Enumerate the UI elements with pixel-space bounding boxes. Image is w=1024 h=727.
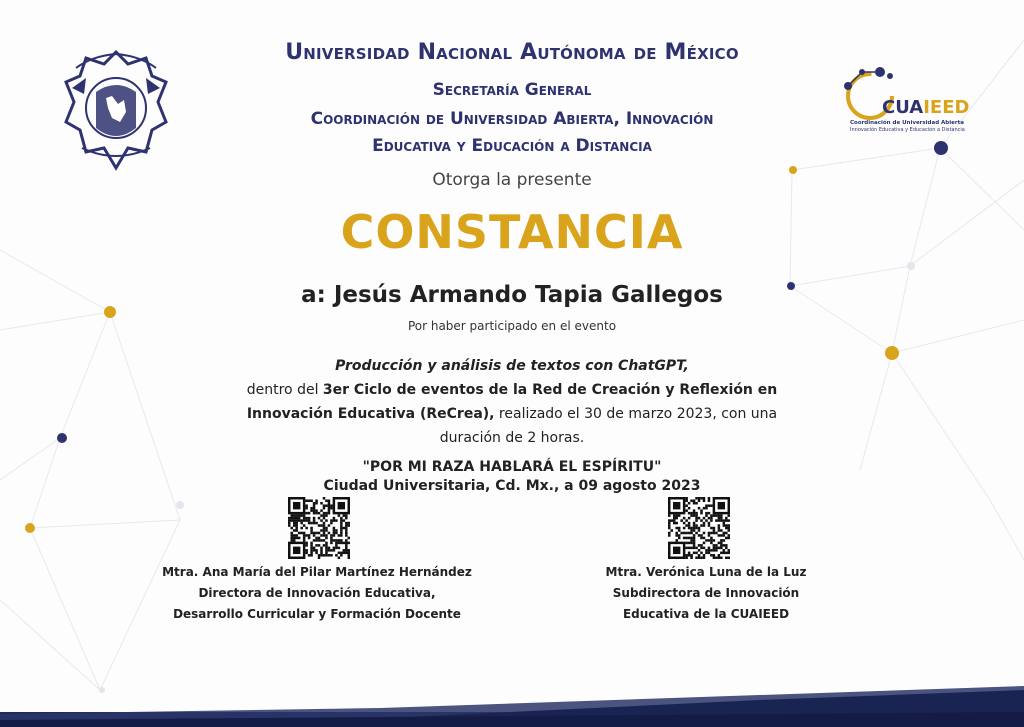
cuaieed-caption-line2: Innovación Educativa y Educación a Distancia bbox=[850, 127, 965, 133]
signatory-right-role-line1: Subdirectora de Innovación bbox=[612, 586, 800, 600]
signatory-right-role-line2: Educativa de la CUAIEED bbox=[622, 607, 790, 621]
body-prefix: dentro del bbox=[246, 382, 323, 398]
place-and-date: Ciudad Universitaria, Cd. Mx., a 09 agosto 2023 bbox=[323, 478, 701, 494]
signatory-right bbox=[556, 562, 856, 625]
participation-reason: Por haber participado en el evento bbox=[407, 319, 617, 333]
signatory-left-name: Mtra. Ana María del Pilar Martínez Hernández bbox=[162, 565, 472, 579]
university-name: Universidad Nacional Autónoma de México bbox=[285, 40, 739, 65]
signatory-left-role-line2: Desarrollo Curricular y Formación Docente bbox=[173, 607, 461, 621]
signatory-left bbox=[130, 562, 504, 625]
coordinacion-line2: Educativa y Educación a Distancia bbox=[372, 136, 652, 156]
university-motto: "POR MI RAZA HABLARÁ EL ESPÍRITU" bbox=[362, 459, 662, 475]
qr-code-left bbox=[288, 497, 350, 559]
secretaria-general: Secretaría General bbox=[432, 80, 592, 100]
otorga-text: Otorga la presente bbox=[432, 170, 592, 190]
certificate-title: CONSTANCIA bbox=[340, 205, 684, 259]
certificate-body bbox=[240, 354, 784, 450]
body-suffix: realizado el 30 de marzo 2023, con una duración de 2 horas. bbox=[439, 406, 778, 446]
recipient-name: a: Jesús Armando Tapia Gallegos bbox=[301, 282, 723, 308]
qr-code-right bbox=[668, 497, 730, 559]
cuaieed-acronym-part2: IEED bbox=[923, 97, 970, 118]
event-details bbox=[240, 378, 784, 450]
cycle-name: 3er Ciclo de eventos de la Red de Creación y Reflexión en Innovación Educativa (ReCrea), bbox=[246, 382, 778, 422]
signatory-left-role-line1: Directora de Innovación Educativa, bbox=[198, 586, 436, 600]
event-name: Producción y análisis de textos con ChatGPT, bbox=[335, 358, 689, 374]
coordinacion-name bbox=[0, 106, 1024, 160]
coordinacion-line1: Coordinación de Universidad Abierta, Innovación bbox=[310, 109, 714, 129]
signatory-right-name: Mtra. Verónica Luna de la Luz bbox=[605, 565, 807, 579]
cuaieed-caption-line1: Coordinación de Universidad Abierta bbox=[850, 120, 964, 126]
cuaieed-acronym-part1: CUA bbox=[882, 97, 924, 118]
